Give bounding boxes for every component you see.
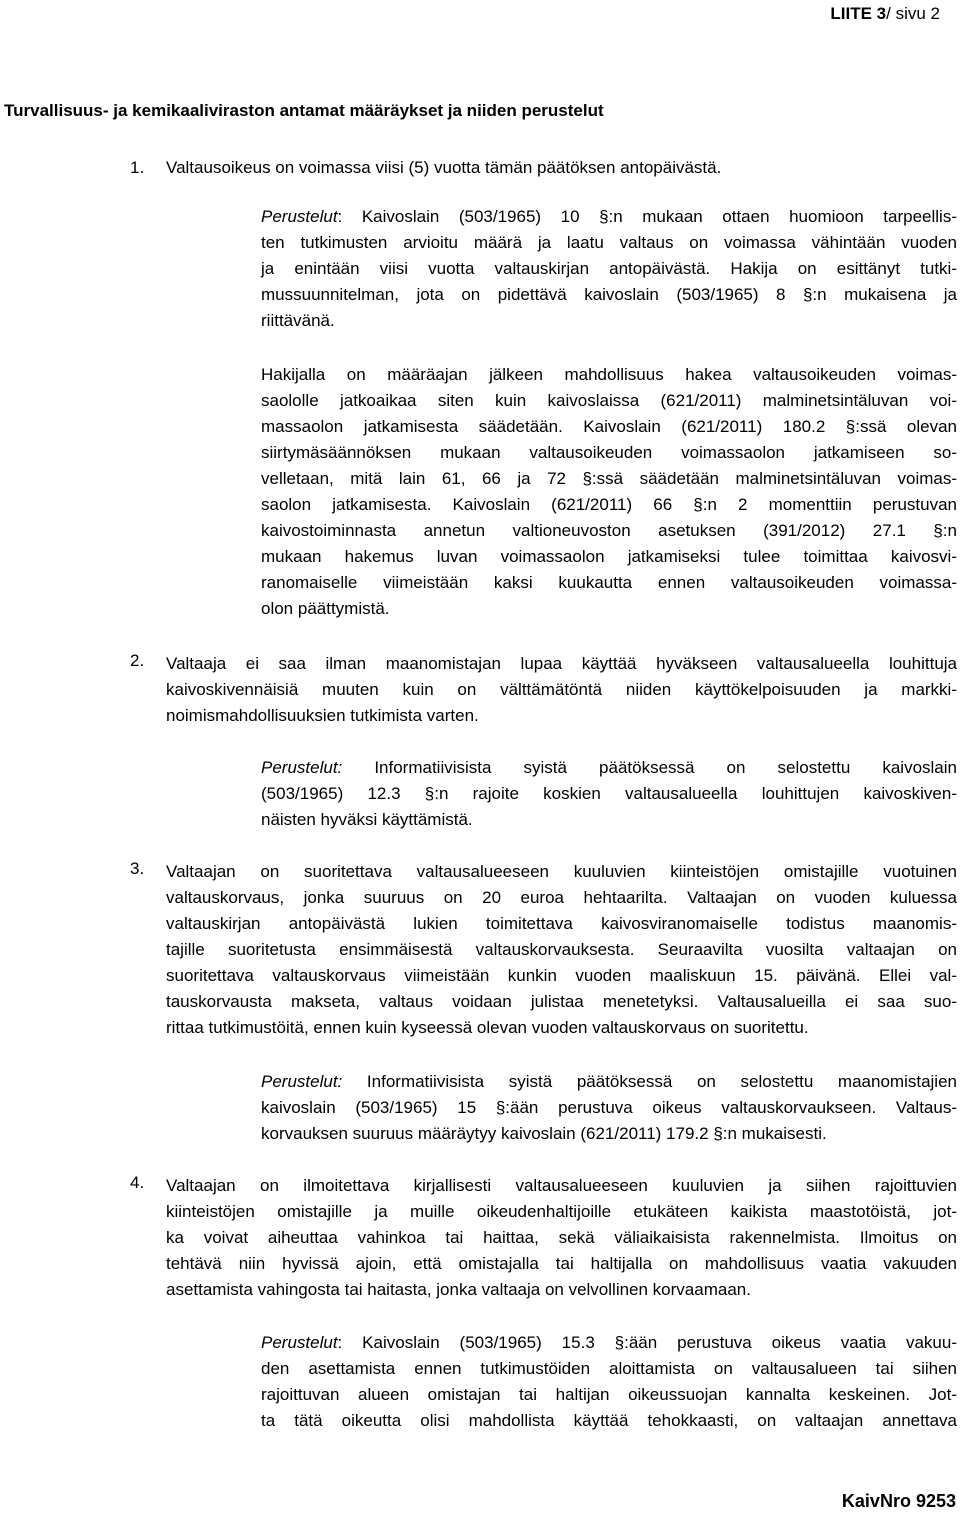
page-header [830,4,940,24]
paragraph-line: saololle jatkoaikaa siten kuin kaivoslaissa (621/2011) malminetsintäluvan voi- [261,391,957,410]
item-line: kaivoskivennäisiä muuten kuin on välttämätöntä niiden käyttökelpoisuuden ja markki- [166,680,957,699]
grounds-line: riittävänä. [261,311,335,330]
page-number: / sivu 2 [886,4,940,23]
grounds-line: näisten hyväksi käyttämistä. [261,810,473,829]
item-line: Valtaaja ei saa ilman maanomistajan lupaa käyttää hyväkseen valtausalueella louhittuja [166,654,957,673]
item-3-text [166,859,957,1041]
item-text: Valtausoikeus on voimassa viisi (5) vuotta tämän päätöksen antopäivästä. [166,158,722,177]
item-line: rittaa tutkimustöitä, ennen kuin kyseessä olevan vuoden valtauskorvaus on suoritettu. [166,1018,809,1037]
grounds-line: kaivoslain (503/1965) 15 §:ään perustuva oikeus valtauskorvaukseen. Valtaus- [261,1098,957,1117]
item-1-grounds [261,204,957,334]
grounds-line: den asettamista ennen tutkimustöiden aloittamista on valtausalueen tai siihen [261,1359,957,1378]
paragraph-line: saolon jatkamisesta. Kaivoslain (621/2011) 66 §:n 2 momenttiin perustuvan [261,495,957,514]
item-1-extension-paragraph [261,362,957,622]
appendix-label: LIITE 3 [830,4,887,23]
item-line: ka voivat aiheuttaa vahinkoa tai haittaa, sekä väliaikaisista rakennelmista. Ilmoitus on [166,1228,957,1247]
item-2-grounds [261,755,957,833]
item-line: valtauskirjan antopäivästä lukien toimitettava kaivosviranomaiselle todistus maanomis- [166,914,957,933]
grounds-line: rajoittuvan alueen omistajan tai haltijan oikeussuojan kannalta keskeinen. Jot- [261,1385,957,1404]
paragraph-line: kaivostoiminnasta annetun valtioneuvoston asetuksen (391/2012) 27.1 §:n [261,521,957,540]
item-number: 2. [130,651,145,670]
case-number: KaivNro 9253 [841,1491,956,1511]
grounds-line: ja enintään viisi vuotta valtauskirjan antopäivästä. Hakija on esittänyt tutki- [261,259,957,278]
item-number: 3. [130,859,145,878]
item-line: valtauskorvaus, jonka suuruus on 20 euroa hehtaarilta. Valtaajan on vuoden kuluessa [166,888,957,907]
grounds-label: Perustelut [261,207,338,226]
item-4-text [166,1173,957,1303]
grounds-line: ten tutkimusten arvioitu määrä ja laatu valtaus on voimassa vähintään vuoden [261,233,957,252]
document-title: Turvallisuus- ja kemikaaliviraston antamat määräykset ja niiden perustelut [4,101,604,120]
item-number: 1. [130,158,145,177]
paragraph-line: siirtymäsäännöksen mukaan valtausoikeuden voimassaolon jatkamiseen so- [261,443,957,462]
item-line: suoritettava valtauskorvaus viimeistään kunkin vuoden maaliskuun 15. päivänä. Ellei val- [166,966,957,985]
grounds-line: ta tätä oikeutta olisi mahdollista käyttää tehokkaasti, on valtaajan annettava [261,1411,957,1430]
paragraph-line: olon päättymistä. [261,599,390,618]
item-line: Valtaajan on suoritettava valtausalueeseen kuuluvien kiinteistöjen omistajille vuotuinen [166,862,957,881]
grounds-line: korvauksen suuruus määräytyy kaivoslain (621/2011) 179.2 §:n mukaisesti. [261,1124,827,1143]
paragraph-line: massaolon jatkamisesta säädetään. Kaivoslain (621/2011) 180.2 §:ssä olevan [261,417,957,436]
grounds-label: Perustelut [261,1333,338,1352]
grounds-label: Perustelut: [261,1072,343,1091]
item-line: tauskorvausta makseta, valtaus voidaan julistaa menetetyksi. Valtausalueilla ei saa suo- [166,992,957,1011]
paragraph-line: mukaan hakemus luvan voimassaolon jatkamiseksi tulee toimittaa kaivosvi- [261,547,957,566]
item-2-text [166,651,957,729]
paragraph-line: ranomaiselle viimeistään kaksi kuukautta ennen valtausoikeuden voimassa- [261,573,957,592]
grounds-label: Perustelut: [261,758,343,777]
grounds-line: (503/1965) 12.3 §:n rajoite koskien valtausalueella louhittujen kaivoskiven- [261,784,957,803]
item-line: noimismahdollisuuksien tutkimista varten. [166,706,479,725]
item-line: tehtävä niin hyvissä ajoin, että omistajalla tai haltijalla on mahdollisuus vaatia vakuuden [166,1254,957,1273]
grounds-line: Informatiivisista syistä päätöksessä on selostettu maanomistajien [342,1072,957,1091]
grounds-line: Informatiivisista syistä päätöksessä on selostettu kaivoslain [342,758,957,777]
grounds-line: mussuunnitelman, jota on pidettävä kaivoslain (503/1965) 8 §:n mukaisena ja [261,285,957,304]
item-line: Valtaajan on ilmoitettava kirjallisesti valtausalueeseen kuuluvien ja siihen rajoittuvien [166,1176,957,1195]
item-line: asettamista vahingosta tai haitasta, jonka valtaaja on velvollinen korvaamaan. [166,1280,751,1299]
item-line: kiinteistöjen omistajille ja muille oikeudenhaltijoille etukäteen kaikista maastotöistä, jot- [166,1202,957,1221]
paragraph-line: velletaan, mitä lain 61, 66 ja 72 §:ssä säädetään malminetsintäluvan voimas- [261,469,957,488]
item-line: tajille suoritetusta ensimmäisestä valtauskorvauksesta. Seuraavilta vuosilta valtaajan on [166,940,957,959]
item-number: 4. [130,1173,145,1192]
grounds-line: : Kaivoslain (503/1965) 15.3 §:ään perustuva oikeus vaatia vakuu- [337,1333,957,1352]
paragraph-line: Hakijalla on määräajan jälkeen mahdollisuus hakea valtausoikeuden voimas- [261,365,957,384]
grounds-line: : Kaivoslain (503/1965) 10 §:n mukaan ottaen huomioon tarpeellis- [337,207,957,226]
item-4-grounds [261,1330,957,1434]
item-3-grounds [261,1069,957,1147]
